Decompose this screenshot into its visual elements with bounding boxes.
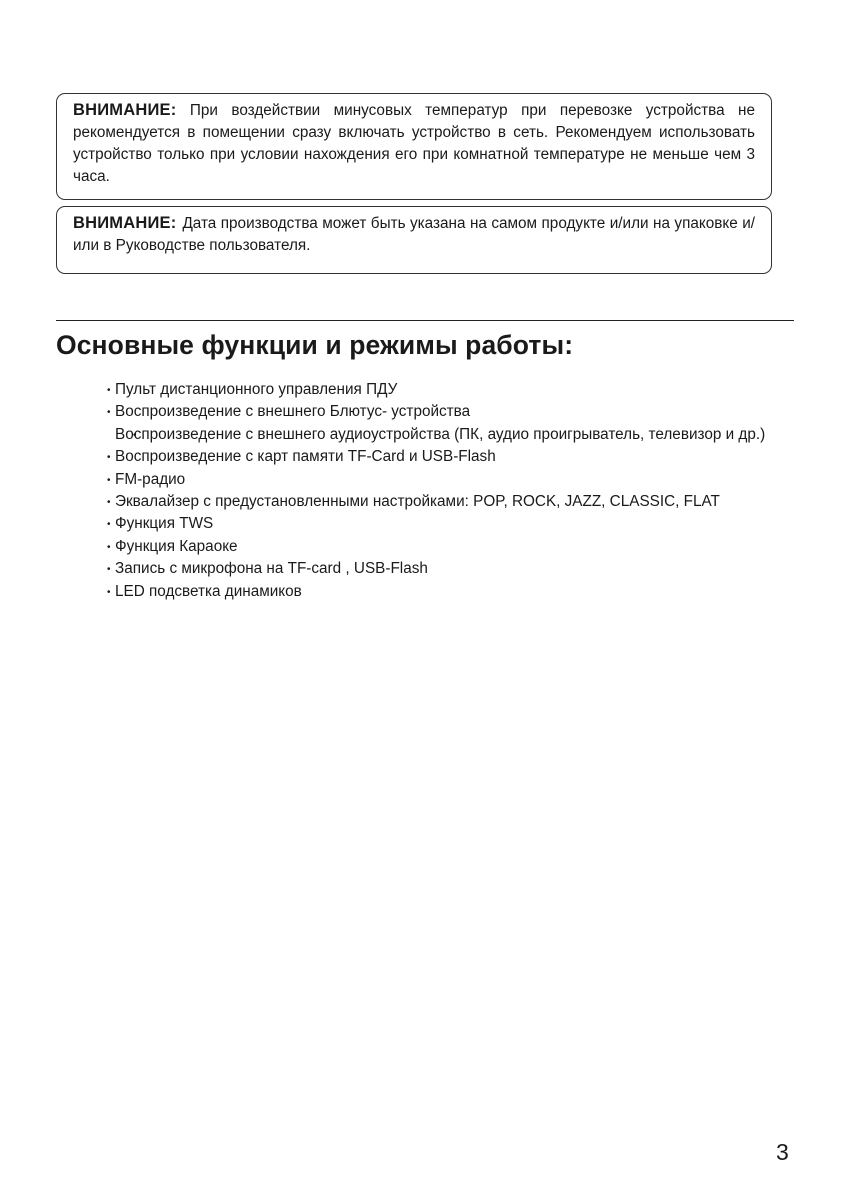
warning-text: Дата производства может быть указана на самом продукте и/или на упаковке и/или в Руководстве пользователя. [73,215,755,254]
feature-item: • Функция TWS [81,513,794,535]
feature-item: • Воспроизведение с карт памяти TF-Card и USB-Flash [81,446,794,468]
feature-item: • Воспроизведение с внешнего аудиоустройства (ПК, аудио проигрыватель, телевизор и др.) [81,424,794,446]
feature-item: • Функция Караоке [81,536,794,558]
feature-item: • Запись с микрофона на TF-card , USB-Flash [81,558,794,580]
warning-text: При воздействии минусовых температур при перевозке устройства не рекомендуется в помещении сразу включать устройство в сеть. Рекомендуем использовать устройство только при условии нахождения его при комнатной температуре не меньше чем 3 часа. [73,102,755,185]
feature-item: • Эквалайзер с предустановленными настройками: POP, ROCK, JAZZ, CLASSIC, FLAT [81,491,794,513]
feature-item: • Пульт дистанционного управления ПДУ [81,379,794,401]
warning-box-production-date [56,206,772,274]
warning-label: ВНИМАНИЕ: [73,101,177,119]
warning-label: ВНИМАНИЕ: [73,214,177,232]
feature-list [81,379,794,603]
warning-box-temperature [56,93,772,200]
section-divider [56,320,794,321]
feature-item: • LED подсветка динамиков [81,581,794,603]
feature-item: • Воспроизведение с внешнего Блютус- устройства [81,401,794,423]
feature-item: • FM-радио [81,469,794,491]
page-number: 3 [776,1139,789,1165]
section-title: Основные функции и режимы работы: [56,330,574,360]
